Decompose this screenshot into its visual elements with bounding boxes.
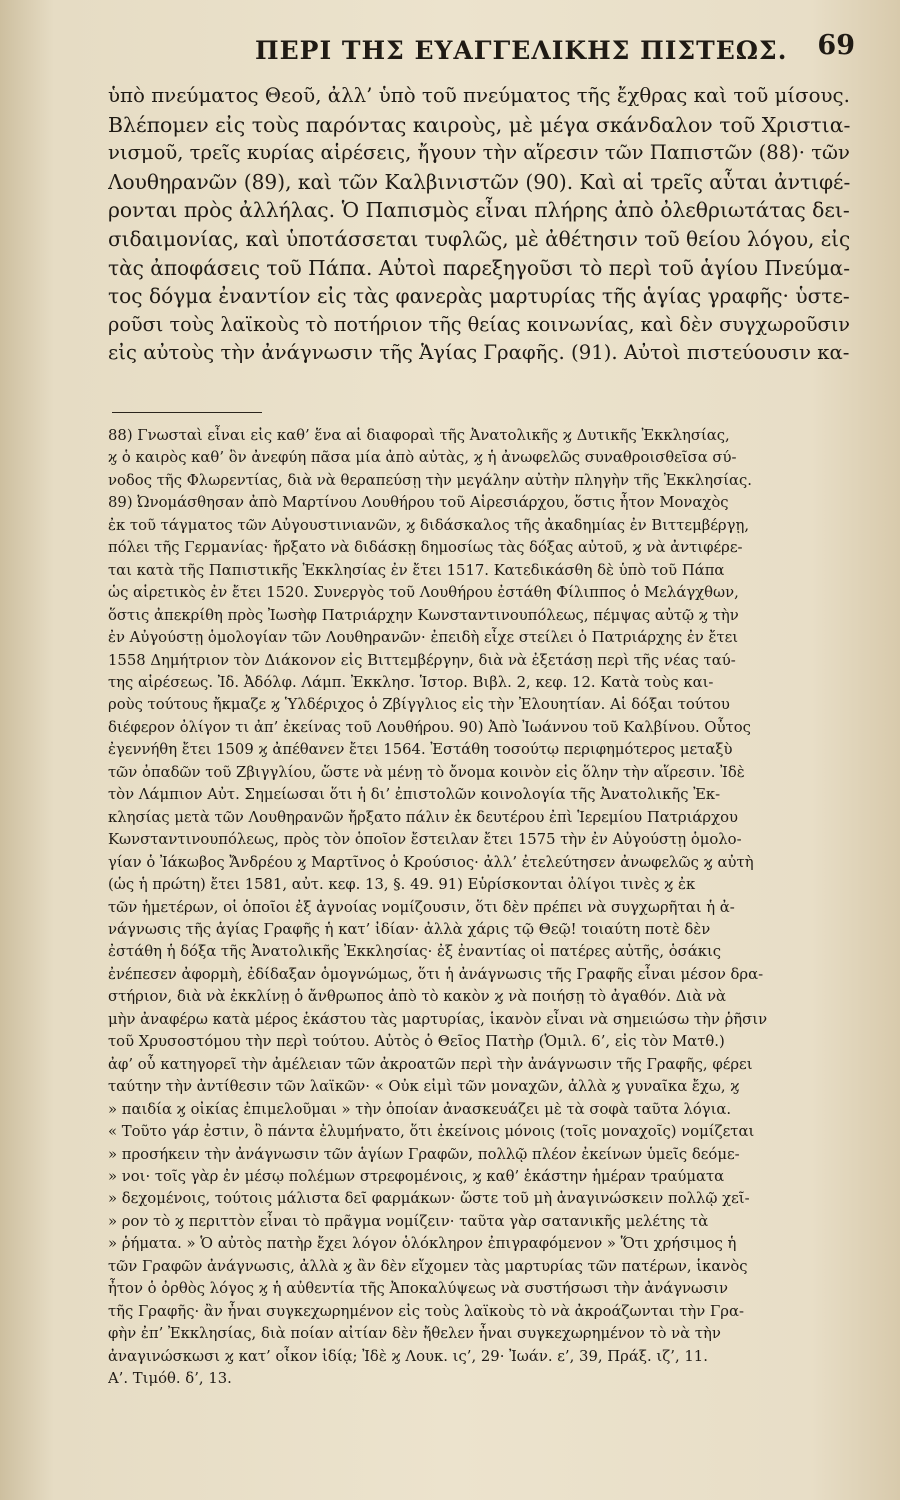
footnote-line: νάγνωσις τῆς ἁγίας Γραφῆς ἡ κατ’ ἰδίαν· ἀλλὰ χάρις τῷ Θεῷ! τοιαύτη ποτὲ δὲν <box>108 920 711 938</box>
footnote-line: νοδος τῆς Φλωρεντίας, διὰ νὰ θεραπεύσῃ τὴν μεγάλην αὐτὴν πληγὴν τῆς Ἐκκλησίας. <box>108 471 752 489</box>
page-number: 69 <box>817 30 855 61</box>
main-text <box>108 82 858 368</box>
footnote-line: ταύτην τὴν ἀντίθεσιν τῶν λαϊκῶν· « Οὐκ εἰμὶ τῶν μοναχῶν, ἀλλὰ ϗ γυναῖκα ἔχω, ϗ <box>108 1078 740 1096</box>
footnotes <box>108 425 860 1390</box>
page-header <box>255 30 855 70</box>
footnote-line: (ὡς ἡ πρώτη) ἔτει 1581, αὐτ. κεφ. 13, §. 49. 91) Εὑρίσκονται ὀλίγοι τινὲς ϗ ἐκ <box>108 876 696 894</box>
footnote-line: ὡς αἱρετικὸς ἐν ἔτει 1520. Συνεργὸς τοῦ Λουθήρου ἐστάθη Φίλιππος ὁ Μελάγχθων, <box>108 584 739 602</box>
text-line: Βλέπομεν εἰς τοὺς παρόντας καιροὺς, μὲ μέγα σκάνδαλον τοῦ Χριστια- <box>108 112 851 137</box>
footnote-line: τῶν Γραφῶν ἀνάγνωσις, ἀλλὰ ϗ ἂν δὲν εἴχομεν τὰς μαρτυρίας τῶν πατέρων, ἱκανὸς <box>108 1257 748 1275</box>
footnote-line: ἐγεννήθη ἔτει 1509 ϗ ἀπέθανεν ἔτει 1564. Ἐστάθη τοσούτῳ περιφημότερος μεταξὺ <box>108 741 733 759</box>
footnote-line: τῶν ὀπαδῶν τοῦ Ζβιγγλίου, ὥστε νὰ μένῃ τὸ ὄνομα κοινὸν εἰς ὅλην τὴν αἵρεσιν. Ἰδὲ <box>108 763 745 781</box>
footnote-line: φὴν ἐπ’ Ἐκκλησίας, διὰ ποίαν αἰτίαν δὲν ἤθελεν ἦναι συγκεχωρημένον τὸ νὰ τὴν <box>108 1325 721 1343</box>
text-line: νισμοῦ, τρεῖς κυρίας αἱρέσεις, ἤγουν τὴν αἵρεσιν τῶν Παπιστῶν (88)· τῶν <box>108 141 850 165</box>
footnote-line: διέφερον ὀλίγον τι ἀπ’ ἐκείνας τοῦ Λουθήρου. 90) Ἀπὸ Ἰωάννου τοῦ Καλβίνου. Οὗτος <box>108 718 751 736</box>
text-line: ροῦσι τοὺς λαϊκοὺς τὸ ποτήριον τῆς θείας κοινωνίας, καὶ δὲν συγχωροῦσιν <box>108 312 850 336</box>
footnote-line: » ρον τὸ ϗ περιττὸν εἶναι τὸ πρᾶγμα νομίζειν· ταῦτα γὰρ σατανικῆς μελέτης τὰ <box>108 1212 709 1230</box>
footnote-line: ϗ ὁ καιρὸς καθ’ ὃν ἀνεφύη πᾶσα μία ἀπὸ αὐτὰς, ϗ ἡ ἀνωφελῶς συναθροισθεῖσα σύ- <box>108 449 737 467</box>
footnote-line: ἦτον ὁ ὀρθὸς λόγος ϗ ἡ αὐθεντία τῆς Ἀποκαλύψεως νὰ συστήσωσι τὴν ἀνάγνωσιν <box>108 1280 728 1298</box>
footnote-line: τὸν Λάμπιον Αὐτ. Σημείωσαι ὅτι ἡ δι’ ἐπιστολῶν κοινολογία τῆς Ἀνατολικῆς Ἐκ- <box>108 786 721 804</box>
footnote-line: 1558 Δημήτριον τὸν Διάκονον εἰς Βιττεμβέργην, διὰ νὰ ἐξετάσῃ περὶ τῆς νέας ταύ- <box>108 651 736 669</box>
footnote-line: 88) Γνωσταὶ εἶναι εἰς καθ’ ἕνα αἱ διαφοραὶ τῆς Ἀνατολικῆς ϗ Δυτικῆς Ἐκκλησίας, <box>108 427 730 444</box>
footnote-line: μὴν ἀναφέρω κατὰ μέρος ἑκάστου τὰς μαρτυρίας, ἱκανὸν εἶναι νὰ σημειώσω τὴν ῥῆσιν <box>108 1010 768 1028</box>
footnote-line: κλησίας μετὰ τῶν Λουθηρανῶν ἤρξατο πάλιν ἐκ δευτέρου ἐπὶ Ἱερεμίου Πατριάρχου <box>108 808 738 826</box>
footnote-line: τοῦ Χρυσοστόμου τὴν περὶ τούτου. Αὐτὸς ὁ Θεῖος Πατὴρ (Ὁμιλ. 6’, εἰς τὸν Ματθ.) <box>108 1033 725 1051</box>
footnote-line: » προσήκειν τὴν ἀνάγνωσιν τῶν ἁγίων Γραφῶν, πολλῷ πλέον ἐκείνων ὑμεῖς δεόμε- <box>108 1145 740 1163</box>
footnote-separator <box>112 412 262 413</box>
footnote-line: ἐστάθη ἡ δόξα τῆς Ἀνατολικῆς Ἐκκλησίας· ἐξ ἐναντίας οἱ πατέρες αὐτῆς, ὁσάκις <box>108 943 722 961</box>
footnote-line: τῶν ἡμετέρων, οἱ ὁποῖοι ἐξ ἀγνοίας νομίζουσιν, ὅτι δὲν πρέπει νὰ συγχωρῆται ἡ ἀ- <box>108 898 735 916</box>
running-title: ΠΕΡΙ ΤΗΣ ΕΥΑΓΓΕΛΙΚΗΣ ΠΙΣΤΕΩΣ. <box>255 36 788 65</box>
footnote-line: στήριον, διὰ νὰ ἐκκλίνῃ ὁ ἄνθρωπος ἀπὸ τὸ κακὸν ϗ νὰ ποιήσῃ τὸ ἀγαθόν. Διὰ νὰ <box>108 988 726 1006</box>
footnote-line: τῆς Γραφῆς· ἂν ἦναι συγκεχωρημένον εἰς τοὺς λαϊκοὺς τὸ νὰ ἀκροάζωνται τὴν Γρα- <box>108 1302 744 1320</box>
footnote-line: ἀφ’ οὗ κατηγορεῖ τὴν ἀμέλειαν τῶν ἀκροατῶν περὶ τὴν ἀνάγνωσιν τῆς Γραφῆς, φέρει <box>108 1055 753 1073</box>
footnote-line: ἐκ τοῦ τάγματος τῶν Αὐγουστινιανῶν, ϗ διδάσκαλος τῆς ἀκαδημίας ἐν Βιττεμβέργῃ, <box>108 516 750 534</box>
footnote-line: ται κατὰ τῆς Παπιστικῆς Ἐκκλησίας ἐν ἔτει 1517. Κατεδικάσθη δὲ ὑπὸ τοῦ Πάπα <box>108 561 725 579</box>
text-line: σιδαιμονίας, καὶ ὑποτάσσεται τυφλῶς, μὲ ἀθέτησιν τοῦ θείου λόγου, εἰς <box>108 226 851 251</box>
footnote-line: » νοι· τοῖς γὰρ ἐν μέσῳ πολέμων στρεφομένοις, ϗ καθ’ ἑκάστην ἡμέραν τραύματα <box>108 1167 725 1185</box>
text-line: τος δόγμα ἐναντίον εἰς τὰς φανερὰς μαρτυρίας τῆς ἁγίας γραφῆς· ὑστε- <box>108 284 850 309</box>
text-line: ὑπὸ πνεύματος Θεοῦ, ἀλλ’ ὑπὸ τοῦ πνεύματος τῆς ἔχθρας καὶ τοῦ μίσους. <box>108 84 850 107</box>
footnote-line: » δεχομένοις, τούτοις μάλιστα δεῖ φαρμάκων· ὥστε τοῦ μὴ ἀναγινώσκειν πολλῷ χεῖ- <box>108 1190 750 1208</box>
footnote-line: Κωνσταντινουπόλεως, πρὸς τὸν ὁποῖον ἔστειλαν ἔτει 1575 τὴν ἐν Αὐγούστῃ ὁμολο- <box>108 831 742 849</box>
footnote-line: ἐνέπεσεν ἀφορμὴ, ἐδίδαξαν ὁμογνώμως, ὅτι ἡ ἀνάγνωσις τῆς Γραφῆς εἶναι μέσον δρα- <box>108 965 764 983</box>
footnote-line: « Τοῦτο γάρ ἐστιν, ὃ πάντα ἐλυμήνατο, ὅτι ἐκείνοις μόνοις (τοῖς μοναχοῖς) νομίζεται <box>108 1123 755 1141</box>
footnote-line: της αἱρέσεως. Ἰδ. Ἀδόλφ. Λάμπ. Ἐκκλησ. Ἱστορ. Βιβλ. 2, κεφ. 12. Κατὰ τοὺς και- <box>108 673 714 691</box>
footnote-line: ἀναγινώσκωσι ϗ κατ’ οἶκον ἰδίᾳ; Ἰδὲ ϗ Λουκ. ις’, 29· Ἰωάν. ε’, 39, Πράξ. ιζ’, 11. <box>108 1347 708 1365</box>
footnote-line: 89) Ὠνομάσθησαν ἀπὸ Μαρτίνου Λουθήρου τοῦ Αἱρεσιάρχου, ὅστις ἦτον Μοναχὸς <box>108 494 729 512</box>
footnote-line: ροὺς τούτους ἤκμαζε ϗ Ὑλδέριχος ὁ Ζβίγγλιος εἰς τὴν Ἐλουητίαν. Αἱ δόξαι τούτου <box>108 696 730 714</box>
text-line: ρονται πρὸς ἀλλήλας. Ὁ Παπισμὸς εἶναι πλήρης ἀπὸ ὀλεθριωτάτας δει- <box>108 198 850 223</box>
footnote-line: ἐν Αὐγούστῃ ὁμολογίαν τῶν Λουθηρανῶν· ἐπειδὴ εἶχε στείλει ὁ Πατριάρχης ἐν ἔτει <box>108 629 739 647</box>
footnote-line: ὅστις ἀπεκρίθη πρὸς Ἰωσὴφ Πατριάρχην Κωνσταντινουπόλεως, πέμψας αὐτῷ ϗ τὴν <box>108 606 739 624</box>
footnote-line: » παιδία ϗ οἰκίας ἐπιμελοῦμαι » τὴν ὁποίαν ἀνασκευάζει μὲ τὰ σοφὰ ταῦτα λόγια. <box>108 1100 732 1118</box>
footnote-line: Α’. Τιμόθ. δ’, 13. <box>108 1370 232 1388</box>
text-line: τὰς ἀποφάσεις τοῦ Πάπα. Αὐτοὶ παρεξηγοῦσι τὸ περὶ τοῦ ἁγίου Πνεύμα- <box>108 255 851 280</box>
footnote-line: πόλει τῆς Γερμανίας· ἤρξατο νὰ διδάσκῃ δημοσίως τὰς δόξας αὐτοῦ, ϗ νὰ ἀντιφέρε- <box>108 539 743 557</box>
text-line: Λουθηρανῶν (89), καὶ τῶν Καλβινιστῶν (90). Καὶ αἱ τρεῖς αὗται ἀντιφέ- <box>108 169 851 194</box>
footnote-line: » ῥήματα. » Ὁ αὐτὸς πατὴρ ἔχει λόγον ὁλόκληρον ἐπιγραφόμενον » Ὅτι χρήσιμος ἡ <box>108 1235 737 1253</box>
footnote-line: γίαν ὁ Ἰάκωβος Ἄνδρέου ϗ Μαρτῖνος ὁ Κρούσιος· ἀλλ’ ἐτελεύτησεν ἀνωφελῶς ϗ αὐτὴ <box>108 853 754 871</box>
text-line: εἰς αὐτοὺς τὴν ἀνάγνωσιν τῆς Ἁγίας Γραφῆς. (91). Αὐτοὶ πιστεύουσιν κα- <box>108 341 850 365</box>
